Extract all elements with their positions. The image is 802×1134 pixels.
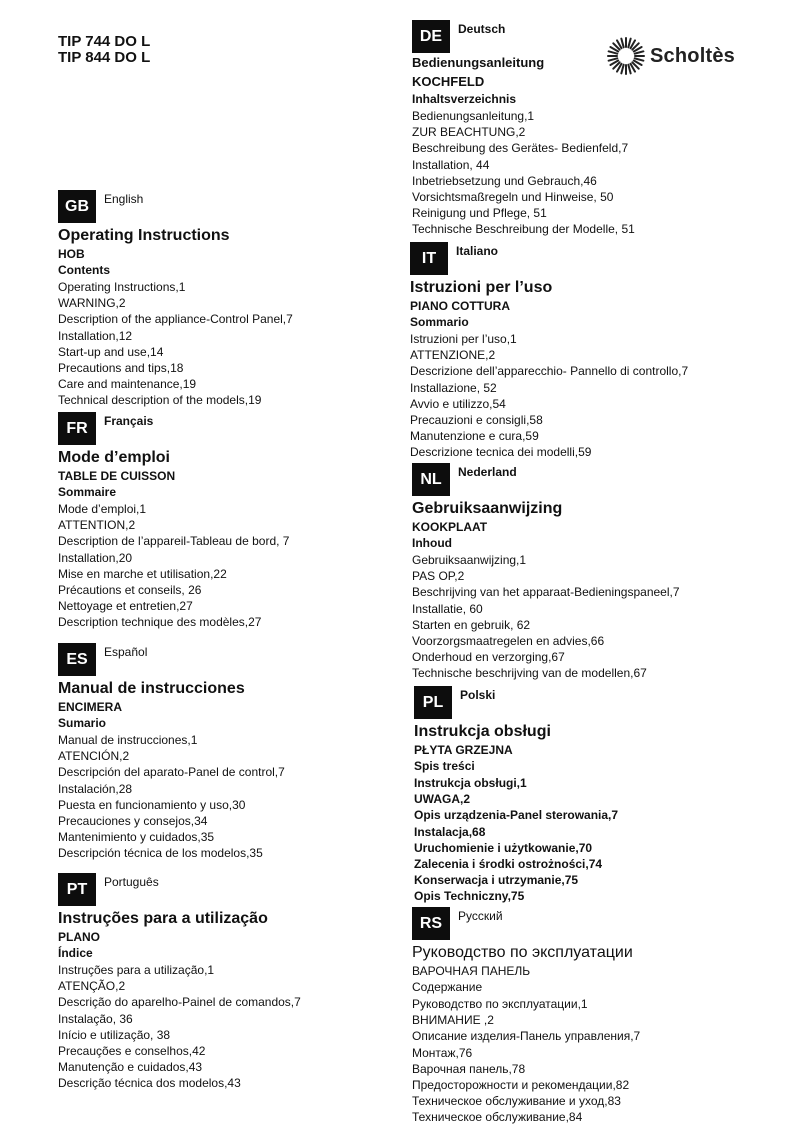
contents-item: Nettoyage et entretien,27 xyxy=(58,599,193,614)
contents-item: Précautions et conseils, 26 xyxy=(58,583,202,598)
contents-item: Istruzioni per l’uso,1 xyxy=(410,332,517,346)
language-code-badge: PL xyxy=(414,686,452,719)
contents-item: Opis Techniczny,75 xyxy=(414,889,525,904)
language-name: Français xyxy=(104,414,154,428)
product-name: ENCIMERA xyxy=(58,700,123,714)
contents-item: Precauciones y consejos,34 xyxy=(58,814,208,829)
contents-item: Bedienungsanleitung,1 xyxy=(412,109,535,123)
language-name: Deutsch xyxy=(458,22,506,36)
section-dutch xyxy=(412,463,680,682)
section-title: Mode d’emploi xyxy=(58,449,170,466)
product-name: ВАРОЧНАЯ ПАНЕЛЬ xyxy=(412,964,531,978)
contents-item: ATTENZIONE,2 xyxy=(410,348,496,363)
contents-item: Description technique des modèles,27 xyxy=(58,615,262,630)
brand-name: Scholtès xyxy=(650,44,735,67)
contents-item: ATENÇÃO,2 xyxy=(58,979,126,994)
contents-item: Installation,12 xyxy=(58,328,133,343)
section-title: Instruções para a utilização xyxy=(58,910,268,927)
contents-list xyxy=(58,501,289,631)
language-code-badge: NL xyxy=(412,463,450,496)
contents-item: Mise en marche et utilisation,22 xyxy=(58,566,227,581)
contents-item: Installatie, 60 xyxy=(412,601,483,616)
contents-list xyxy=(58,962,301,1092)
section-title: Istruzioni per l’uso xyxy=(410,279,553,296)
product-name: PLANO xyxy=(58,930,100,944)
section-polish xyxy=(414,686,618,905)
contents-item: UWAGA,2 xyxy=(414,792,471,807)
contents-item: Instalación,28 xyxy=(58,781,133,796)
contents-label: Índice xyxy=(58,946,93,960)
contents-item: Konserwacja i utrzymanie,75 xyxy=(414,873,579,888)
contents-label: Inhaltsverzeichnis xyxy=(412,92,517,106)
contents-item: Gebruiksaanwijzing,1 xyxy=(412,553,527,567)
contents-item: Zalecenia i środki ostrożności,74 xyxy=(414,857,603,872)
contents-list xyxy=(412,552,680,682)
section-title: Gebruiksaanwijzing xyxy=(412,500,563,517)
contents-item: Manutenzione e cura,59 xyxy=(410,429,539,444)
language-name: Español xyxy=(104,645,148,659)
section-german xyxy=(412,20,635,238)
contents-item: Техническое обслуживание и уход,83 xyxy=(412,1094,621,1109)
language-name: Русский xyxy=(458,909,503,923)
contents-item: Installation, 44 xyxy=(412,157,490,172)
contents-label: Содержание xyxy=(412,980,483,994)
contents-item: Technische beschrijving van de modellen,67 xyxy=(412,666,647,681)
section-italian xyxy=(410,242,688,461)
language-name: Italiano xyxy=(456,244,499,258)
contents-item: Manual de instrucciones,1 xyxy=(58,733,198,747)
contents-item: PAS OP,2 xyxy=(412,569,465,584)
contents-item: Installation,20 xyxy=(58,550,133,565)
contents-item: Starten en gebruik, 62 xyxy=(412,617,531,632)
contents-item: Care and maintenance,19 xyxy=(58,377,197,392)
product-name: KOOKPLAAT xyxy=(412,520,488,534)
section-title: Manual de instrucciones xyxy=(58,680,245,697)
section-title: Руководство по эксплуатации xyxy=(412,944,633,961)
section-english xyxy=(58,190,293,409)
contents-item: ZUR BEACHTUNG,2 xyxy=(412,125,526,140)
language-code-badge: FR xyxy=(58,412,96,445)
contents-item: Reinigung und Pflege, 51 xyxy=(412,206,547,221)
contents-item: Instruções para a utilização,1 xyxy=(58,963,215,977)
product-name: HOB xyxy=(58,247,85,261)
contents-item: Instrukcja obsługi,1 xyxy=(414,776,527,790)
contents-item: ATENCIÓN,2 xyxy=(58,749,130,764)
section-portuguese xyxy=(58,873,301,1092)
contents-label: Sommario xyxy=(410,315,469,329)
contents-item: ATTENTION,2 xyxy=(58,518,136,533)
contents-item: Beschreibung des Gerätes- Bedienfeld,7 xyxy=(412,141,629,156)
contents-list xyxy=(58,279,293,409)
product-name: PIANO COTTURA xyxy=(410,299,510,313)
section-spanish xyxy=(58,643,285,862)
contents-list xyxy=(412,108,635,238)
section-french xyxy=(58,412,289,631)
contents-list xyxy=(410,331,688,461)
contents-item: Descripción del aparato-Panel de control,7 xyxy=(58,765,285,780)
contents-item: Technical description of the models,19 xyxy=(58,393,262,408)
contents-item: Voorzorgsmaatregelen en advies,66 xyxy=(412,634,605,649)
section-title: Instrukcja obsługi xyxy=(414,723,551,740)
language-code-badge: RS xyxy=(412,907,450,940)
contents-item: Precauzioni e consigli,58 xyxy=(410,413,543,428)
contents-item: Descrizione tecnica dei modelli,59 xyxy=(410,445,592,460)
contents-item: Description de l’appareil-Tableau de bord, 7 xyxy=(58,534,290,549)
contents-item: Technische Beschreibung der Modelle, 51 xyxy=(412,222,635,237)
contents-item: Onderhoud en verzorging,67 xyxy=(412,650,565,665)
contents-list xyxy=(58,732,285,862)
contents-item: Descrição técnica dos modelos,43 xyxy=(58,1076,241,1091)
contents-item: ВНИМАНИЕ ,2 xyxy=(412,1013,494,1028)
contents-label: Spis treści xyxy=(414,759,475,773)
product-name: KOCHFELD xyxy=(412,74,485,89)
language-code-badge: DE xyxy=(412,20,450,53)
contents-item: Vorsichtsmaßregeln und Hinweise, 50 xyxy=(412,190,614,205)
contents-item: Mantenimiento y cuidados,35 xyxy=(58,830,215,845)
language-name: Português xyxy=(104,875,159,889)
contents-item: Inbetriebsetzung und Gebrauch,46 xyxy=(412,173,597,188)
section-title: Bedienungsanleitung xyxy=(412,55,545,70)
contents-item: Варочная панель,78 xyxy=(412,1061,526,1076)
contents-label: Contents xyxy=(58,263,110,277)
contents-item: Руководство по эксплуатации,1 xyxy=(412,997,588,1011)
contents-item: Start-up and use,14 xyxy=(58,344,164,359)
section-title: Operating Instructions xyxy=(58,227,230,244)
contents-item: Монтаж,76 xyxy=(412,1045,473,1060)
contents-item: Description of the appliance-Control Panel,7 xyxy=(58,312,293,327)
contents-item: Início e utilização, 38 xyxy=(58,1027,171,1042)
contents-item: Описание изделия-Панель управления,7 xyxy=(412,1029,641,1044)
contents-item: Предосторожности и рекомендации,82 xyxy=(412,1078,630,1093)
language-name: Polski xyxy=(460,688,496,702)
product-name: PŁYTA GRZEJNA xyxy=(414,743,513,757)
language-code-badge: ES xyxy=(58,643,96,676)
contents-item: Instalação, 36 xyxy=(58,1011,133,1026)
model-numbers xyxy=(58,34,150,66)
model-number: TIP 844 DO L xyxy=(58,49,151,66)
section-russian xyxy=(412,907,640,1126)
language-code-badge: IT xyxy=(410,242,448,275)
contents-item: Precautions and tips,18 xyxy=(58,361,184,376)
contents-list xyxy=(412,996,640,1126)
contents-item: Operating Instructions,1 xyxy=(58,280,186,294)
contents-list xyxy=(414,775,618,905)
contents-item: Opis urządzenia-Panel sterowania,7 xyxy=(414,808,619,823)
contents-item: Mode d’emploi,1 xyxy=(58,502,147,516)
contents-item: WARNING,2 xyxy=(58,296,126,311)
contents-item: Descrizione dell’apparecchio- Pannello di controllo,7 xyxy=(410,364,689,379)
contents-item: Техническое обслуживание,84 xyxy=(412,1110,583,1125)
contents-item: Puesta en funcionamiento y uso,30 xyxy=(58,797,246,812)
language-code-badge: PT xyxy=(58,873,96,906)
contents-item: Uruchomienie i użytkowanie,70 xyxy=(414,840,593,855)
contents-item: Instalacja,68 xyxy=(414,824,486,839)
product-name: TABLE DE CUISSON xyxy=(58,469,176,483)
contents-item: Beschrijving van het apparaat-Bedieningspaneel,7 xyxy=(412,585,680,600)
contents-item: Manutenção e cuidados,43 xyxy=(58,1060,203,1075)
contents-item: Installazione, 52 xyxy=(410,380,497,395)
contents-item: Descrição do aparelho-Painel de comandos,7 xyxy=(58,995,301,1010)
contents-item: Avvio e utilizzo,54 xyxy=(410,396,506,411)
contents-item: Precauções e conselhos,42 xyxy=(58,1044,206,1059)
contents-label: Sommaire xyxy=(58,485,117,499)
model-number: TIP 744 DO L xyxy=(58,33,151,50)
language-name: Nederland xyxy=(458,465,517,479)
contents-label: Inhoud xyxy=(412,536,452,550)
contents-item: Descripción técnica de los modelos,35 xyxy=(58,846,263,861)
language-code-badge: GB xyxy=(58,190,96,223)
language-name: English xyxy=(104,192,144,206)
contents-label: Sumario xyxy=(58,716,107,730)
